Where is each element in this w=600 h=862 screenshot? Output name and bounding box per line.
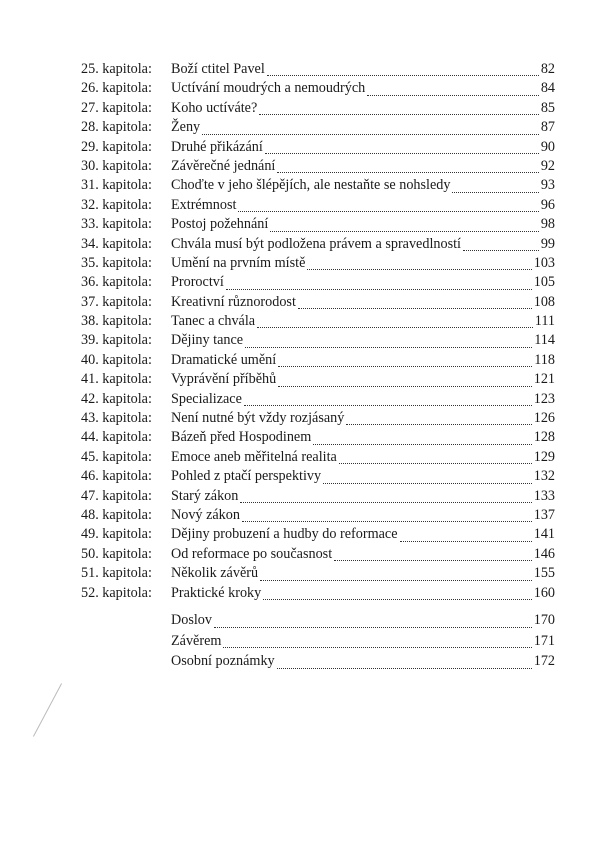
chapter-title: Dějiny tance bbox=[171, 332, 244, 349]
chapter-title: Chvála musí být podložena právem a spravedlností bbox=[171, 235, 461, 252]
chapter-number: 31. kapitola: bbox=[81, 177, 152, 194]
page-number: 170 bbox=[533, 612, 555, 628]
back-matter-list bbox=[171, 610, 555, 672]
chapter-title: Starý zákon bbox=[171, 487, 239, 504]
chapter-number: 39. kapitola: bbox=[81, 332, 152, 349]
dot-leader bbox=[278, 365, 532, 367]
page-number: 146 bbox=[533, 545, 555, 562]
dot-leader bbox=[244, 404, 532, 406]
toc-entry bbox=[81, 390, 555, 409]
dot-leader bbox=[339, 462, 532, 464]
page-number: 108 bbox=[533, 293, 555, 310]
page-number: 90 bbox=[540, 138, 555, 155]
chapter-title: Kreativní různorodost bbox=[171, 293, 296, 310]
chapter-number: 38. kapitola: bbox=[81, 313, 152, 330]
page-number: 82 bbox=[540, 61, 555, 77]
chapter-number: 25. kapitola: bbox=[81, 61, 152, 77]
page-number: 96 bbox=[540, 196, 555, 213]
page-number: 84 bbox=[540, 80, 555, 97]
chapter-number: 29. kapitola: bbox=[81, 138, 152, 155]
dot-leader bbox=[263, 598, 531, 600]
dot-leader bbox=[245, 346, 532, 348]
chapter-title: Extrémnost bbox=[171, 196, 237, 213]
page-number: 171 bbox=[533, 632, 555, 649]
page-number: 126 bbox=[533, 410, 555, 427]
chapter-number: 32. kapitola: bbox=[81, 196, 152, 213]
toc-entry bbox=[81, 506, 555, 525]
toc-entry bbox=[81, 176, 555, 195]
chapter-title: Několik závěrů bbox=[171, 565, 259, 582]
page-number: 129 bbox=[533, 448, 555, 465]
chapter-title: Vyprávění příběhů bbox=[171, 371, 277, 388]
chapter-number: 46. kapitola: bbox=[81, 468, 152, 485]
chapter-title: Boží ctitel Pavel bbox=[171, 61, 265, 77]
scan-artifact bbox=[33, 683, 62, 736]
toc-entry bbox=[81, 99, 555, 118]
dot-leader bbox=[367, 94, 539, 96]
chapter-title: Nový zákon bbox=[171, 506, 240, 523]
toc-entry bbox=[81, 564, 555, 583]
page-number: 92 bbox=[540, 157, 555, 174]
dot-leader bbox=[226, 288, 532, 290]
toc-entry bbox=[81, 428, 555, 447]
chapter-number: 49. kapitola: bbox=[81, 526, 152, 543]
toc-entry bbox=[81, 60, 555, 79]
toc-entry bbox=[81, 351, 555, 370]
page-number: 99 bbox=[540, 235, 555, 252]
dot-leader bbox=[267, 74, 539, 76]
toc-entry bbox=[81, 467, 555, 486]
chapter-number: 50. kapitola: bbox=[81, 545, 152, 562]
chapter-number: 47. kapitola: bbox=[81, 487, 152, 504]
page-number: 93 bbox=[540, 177, 555, 194]
chapter-number: 28. kapitola: bbox=[81, 119, 152, 136]
chapter-title: Postoj požehnání bbox=[171, 216, 269, 233]
dot-leader bbox=[307, 268, 531, 270]
chapter-title: Druhé přikázání bbox=[171, 138, 263, 155]
toc-entry bbox=[81, 254, 555, 273]
page-number: 114 bbox=[534, 332, 555, 349]
toc-entry bbox=[81, 273, 555, 292]
toc-entry bbox=[81, 331, 555, 350]
chapter-number: 35. kapitola: bbox=[81, 254, 152, 271]
toc-entry bbox=[81, 215, 555, 234]
dot-leader bbox=[265, 152, 539, 154]
back-matter-entry bbox=[171, 610, 555, 631]
dot-leader bbox=[298, 307, 532, 309]
toc-entry bbox=[81, 196, 555, 215]
dot-leader bbox=[202, 133, 539, 135]
page-number: 118 bbox=[534, 351, 555, 368]
chapter-title: Specializace bbox=[171, 390, 242, 407]
chapter-title: Tanec a chvála bbox=[171, 313, 256, 330]
toc-entry bbox=[81, 157, 555, 176]
page-number: 141 bbox=[533, 526, 555, 543]
page-number: 160 bbox=[533, 584, 555, 601]
toc-entry bbox=[81, 293, 555, 312]
chapter-title: Ženy bbox=[171, 119, 201, 136]
chapter-title: Uctívání moudrých a nemoudrých bbox=[171, 80, 366, 97]
chapter-title: Praktické kroky bbox=[171, 584, 262, 601]
page-number: 87 bbox=[540, 119, 555, 136]
dot-leader bbox=[270, 230, 538, 232]
page-number: 137 bbox=[533, 506, 555, 523]
chapter-title: Bázeň před Hospodinem bbox=[171, 429, 312, 446]
toc-entry bbox=[81, 79, 555, 98]
page-number: 103 bbox=[533, 254, 555, 271]
chapter-number: 42. kapitola: bbox=[81, 390, 152, 407]
chapter-number: 45. kapitola: bbox=[81, 448, 152, 465]
chapter-number: 41. kapitola: bbox=[81, 371, 152, 388]
dot-leader bbox=[259, 113, 539, 115]
page-number: 105 bbox=[533, 274, 555, 291]
chapter-number: 27. kapitola: bbox=[81, 99, 152, 116]
chapter-title: Choďte v jeho šlépějích, ale nestaňte se nohsledy bbox=[171, 177, 451, 194]
back-matter-title: Osobní poznámky bbox=[171, 653, 275, 669]
dot-leader bbox=[277, 667, 532, 669]
chapter-title: Závěrečné jednání bbox=[171, 157, 276, 174]
toc-entry bbox=[81, 118, 555, 137]
toc-entry bbox=[81, 545, 555, 564]
chapter-title: Umění na prvním místě bbox=[171, 254, 306, 271]
chapter-number: 37. kapitola: bbox=[81, 293, 152, 310]
chapter-title: Dramatické umění bbox=[171, 351, 277, 368]
page-number: 111 bbox=[534, 313, 555, 330]
toc-entry bbox=[81, 312, 555, 331]
dot-leader bbox=[313, 443, 531, 445]
chapter-title: Dějiny probuzení a hudby do reformace bbox=[171, 526, 398, 543]
table-of-contents bbox=[81, 60, 555, 603]
dot-leader bbox=[240, 501, 531, 503]
chapter-number: 36. kapitola: bbox=[81, 274, 152, 291]
back-matter-entry bbox=[171, 631, 555, 652]
chapter-title: Koho uctíváte? bbox=[171, 99, 258, 116]
chapter-title: Emoce aneb měřitelná realita bbox=[171, 448, 337, 465]
dot-leader bbox=[278, 385, 532, 387]
chapter-number: 44. kapitola: bbox=[81, 429, 152, 446]
page-number: 133 bbox=[533, 487, 555, 504]
chapter-title: Od reformace po současnost bbox=[171, 545, 333, 562]
dot-leader bbox=[238, 210, 538, 212]
chapter-number: 40. kapitola: bbox=[81, 351, 152, 368]
page-number: 172 bbox=[533, 653, 555, 669]
dot-leader bbox=[323, 482, 532, 484]
page-number: 128 bbox=[533, 429, 555, 446]
chapter-number: 30. kapitola: bbox=[81, 157, 152, 174]
page-number: 132 bbox=[533, 468, 555, 485]
page-number: 123 bbox=[533, 390, 555, 407]
chapter-title: Pohled z ptačí perspektivy bbox=[171, 468, 322, 485]
back-matter-title: Doslov bbox=[171, 612, 212, 628]
chapter-number: 26. kapitola: bbox=[81, 80, 152, 97]
chapter-number: 52. kapitola: bbox=[81, 584, 152, 601]
dot-leader bbox=[214, 626, 532, 628]
chapter-number: 33. kapitola: bbox=[81, 216, 152, 233]
toc-entry bbox=[81, 235, 555, 254]
toc-entry bbox=[81, 370, 555, 389]
page-number: 85 bbox=[540, 99, 555, 116]
dot-leader bbox=[452, 191, 538, 193]
chapter-title: Není nutné být vždy rozjásaný bbox=[171, 410, 345, 427]
toc-entry bbox=[81, 448, 555, 467]
dot-leader bbox=[257, 326, 533, 328]
dot-leader bbox=[463, 249, 539, 251]
toc-entry bbox=[81, 138, 555, 157]
back-matter-title: Závěrem bbox=[171, 632, 222, 649]
page-number: 98 bbox=[540, 216, 555, 233]
chapter-number: 51. kapitola: bbox=[81, 565, 152, 582]
toc-entry bbox=[81, 409, 555, 428]
dot-leader bbox=[260, 579, 532, 581]
toc-entry bbox=[81, 487, 555, 506]
chapter-title: Proroctví bbox=[171, 274, 224, 291]
dot-leader bbox=[400, 540, 532, 542]
dot-leader bbox=[223, 646, 531, 648]
dot-leader bbox=[277, 171, 538, 173]
toc-entry bbox=[81, 584, 555, 603]
page-number: 121 bbox=[533, 371, 555, 388]
chapter-number: 48. kapitola: bbox=[81, 506, 152, 523]
chapter-number: 43. kapitola: bbox=[81, 410, 152, 427]
chapter-number: 34. kapitola: bbox=[81, 235, 152, 252]
back-matter-entry bbox=[171, 651, 555, 672]
dot-leader bbox=[242, 520, 532, 522]
toc-entry bbox=[81, 525, 555, 544]
dot-leader bbox=[334, 559, 532, 561]
dot-leader bbox=[346, 423, 531, 425]
page-number: 155 bbox=[533, 565, 555, 582]
